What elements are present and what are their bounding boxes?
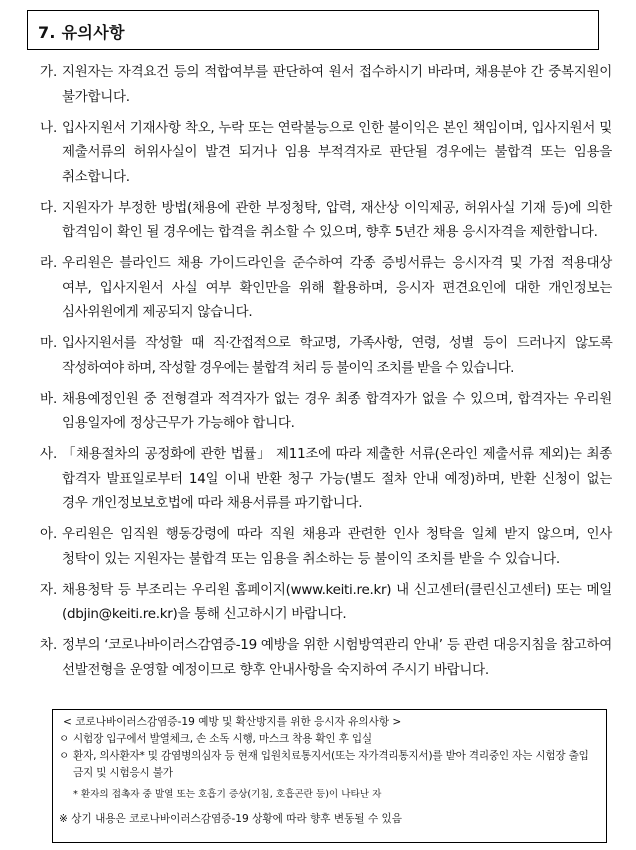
- item-text: 우리원은 임직원 행동강령에 따라 직원 채용과 관련한 인사 청탁을 일체 받지 않으며, 인사 청탁이 있는 지원자는 불합격 또는 임용을 취소하는 등 불이익 조치를 받을 수 있습니다.: [62, 526, 612, 567]
- notice-bullet: [59, 731, 596, 748]
- list-item: [40, 578, 612, 627]
- item-marker: 아.: [40, 526, 58, 542]
- item-text: 입사지원서를 작성할 때 직·간접적으로 학교명, 가족사항, 연령, 성별 등이 드러나지 않도록 작성하여야 하며, 작성할 경우에는 불합격 처리 등 불이익 조치를 받을 수 있습니다.: [62, 335, 612, 376]
- list-item: [40, 442, 612, 516]
- item-text: 「채용절차의 공정화에 관한 법률」 제11조에 따라 제출한 서류(온라인 제출서류 제외)는 최종 합격자 발표일로부터 14일 이내 반환 청구 가능(별도 절차 안내 예정)하며, 반환 신청이 없는 경우 개인정보보호법에 따라 채용서류를 파기합니다.: [62, 446, 612, 511]
- list-item: [40, 116, 612, 190]
- item-marker: 가.: [40, 64, 58, 80]
- list-item: [40, 633, 612, 682]
- item-text: 지원자는 자격요건 등의 적합여부를 판단하여 원서 접수하시기 바라며, 채용분야 간 중복지원이 불가합니다.: [62, 64, 612, 105]
- list-item: [40, 522, 612, 571]
- item-text: 우리원은 블라인드 채용 가이드라인을 준수하여 각종 증빙서류는 응시자격 및 가점 적용대상 여부, 입사지원서 사실 여부 확인만을 위해 활용하며, 응시자 편견요인에 대한 개인정보는 심사위원에게 제공되지 않습니다.: [62, 255, 612, 320]
- item-marker: 나.: [40, 119, 58, 136]
- notice-bullet: [59, 748, 596, 782]
- item-text: 입사지원서 기재사항 착오, 누락 또는 연락불능으로 인한 불이익은 본인 책임이며, 입사지원서 및 제출서류의 허위사실이 발견 되거나 임용 부적격자로 판단될 경우에는 불합격 또는 임용을 취소합니다.: [62, 119, 612, 185]
- list-item: [40, 196, 612, 245]
- list-item: [40, 331, 612, 380]
- bullet-symbol: ㅇ: [59, 733, 70, 745]
- bullet-text: 환자, 의사환자* 및 감염병의심자 등 현재 입원치료통지서(또는 자가격리통지서)를 받아 격리중인 자는 시험장 출입 금지 및 시험응시 불가: [73, 750, 589, 779]
- section-title: 7. 유의사항: [27, 10, 599, 50]
- item-marker: 바.: [40, 390, 58, 407]
- notice-title: < 코로나바이러스감염증-19 예방 및 확산방지를 위한 응시자 유의사항 >: [63, 716, 402, 728]
- covid-notice-box: [52, 709, 607, 843]
- item-text: 채용예정인원 중 전형결과 적격자가 없는 경우 최종 합격자가 없을 수 있으며, 합격자는 우리원 임용일자에 정상근무가 가능해야 합니다.: [62, 390, 612, 431]
- bullet-text: 시험장 입구에서 발열체크, 손 소독 시행, 마스크 착용 확인 후 입실: [73, 733, 372, 745]
- item-marker: 차.: [40, 637, 58, 653]
- list-item: [40, 387, 612, 436]
- list-item: [40, 60, 612, 109]
- list-item: [40, 251, 612, 325]
- item-marker: 자.: [40, 581, 58, 598]
- item-marker: 사.: [40, 446, 58, 462]
- item-marker: 마.: [40, 335, 58, 351]
- bullet-symbol: ㅇ: [59, 750, 70, 762]
- notice-final-note: ※ 상기 내용은 코로나바이러스감염증-19 상황에 따라 향후 변동될 수 있음: [59, 813, 403, 825]
- item-text: 지원자가 부정한 방법(채용에 관한 부정청탁, 압력, 재산상 이익제공, 허위사실 기재 등)에 의한 합격임이 확인 될 경우에는 합격을 취소할 수 있으며, 향후 5년간 채용 응시자격을 제한합니다.: [62, 199, 612, 240]
- item-text: 채용청탁 등 부조리는 우리원 홈페이지(www.keiti.re.kr) 내 신고센터(클린신고센터) 또는 메일(dbjin@keiti.re.kr)을 통해 신고하시기 바랍니다.: [62, 581, 612, 622]
- notice-footnote: * 환자의 접촉자 중 발열 또는 호흡기 증상(기침, 호흡곤란 등)이 나타난 자: [73, 789, 382, 800]
- item-marker: 라.: [40, 255, 58, 271]
- item-text: 정부의 ‘코로나바이러스감염증-19 예방을 위한 시험방역관리 안내’ 등 관련 대응지침을 참고하여 선발전형을 운영할 예정이므로 향후 안내사항을 숙지하여 주시기 바랍니다.: [62, 637, 612, 678]
- notice-list: [40, 60, 612, 689]
- item-marker: 다.: [40, 199, 58, 216]
